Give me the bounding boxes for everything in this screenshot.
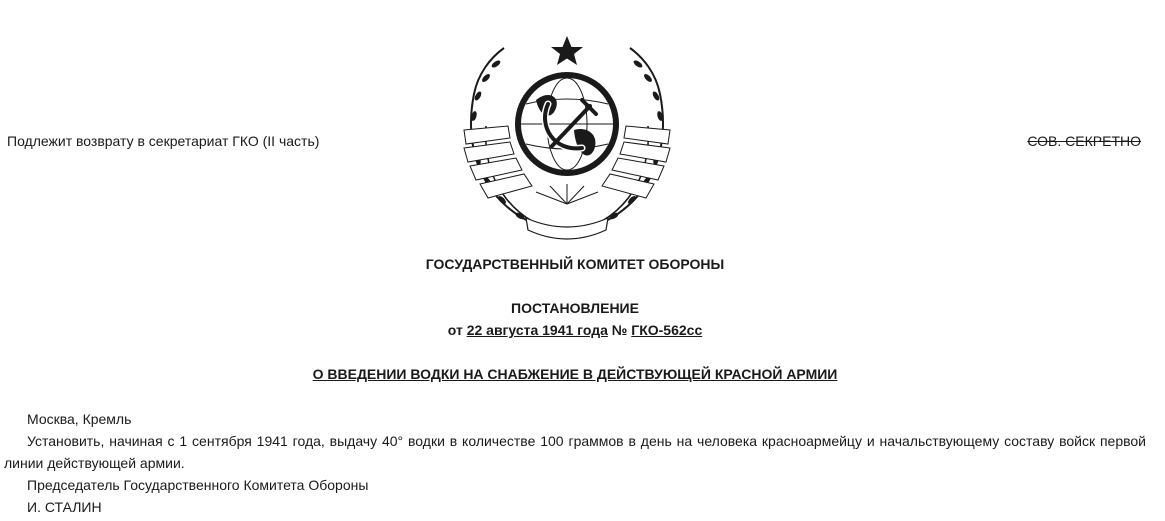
committee-title: ГОСУДАРСТВЕННЫЙ КОМИТЕТ ОБОРОНЫ (425, 256, 725, 272)
date-prefix: от (447, 322, 463, 338)
resolution-subject: О ВВЕДЕНИИ ВОДКИ НА СНАБЖЕНИЕ В ДЕЙСТВУЮЩЕЙ КРАСНОЙ АРМИИ (312, 366, 838, 382)
resolution-date-line (0, 322, 1150, 338)
signature: И. СТАЛИН (27, 499, 102, 515)
body-paragraph: Установить, начиная с 1 сентября 1941 года, выдачу 40° водки в количестве 100 граммов в день на человека красноармейцу и начальствующему составу войск первой линии действующей армии. (4, 433, 1146, 471)
resolution-date: 22 августа 1941 года (466, 322, 608, 338)
number-sign: № (611, 322, 628, 338)
resolution-type: ПОСТАНОВЛЕНИЕ (511, 300, 639, 316)
state-emblem-icon (456, 34, 678, 247)
return-note: Подлежит возврату в секретариат ГКО (II часть) (7, 133, 320, 149)
chair-title: Председатель Государственного Комитета Обороны (27, 477, 369, 493)
resolution-number: ГКО-562сс (631, 322, 703, 338)
place-line: Москва, Кремль (27, 411, 132, 427)
secrecy-stamp: СОВ. СЕКРЕТНО (1027, 133, 1141, 149)
